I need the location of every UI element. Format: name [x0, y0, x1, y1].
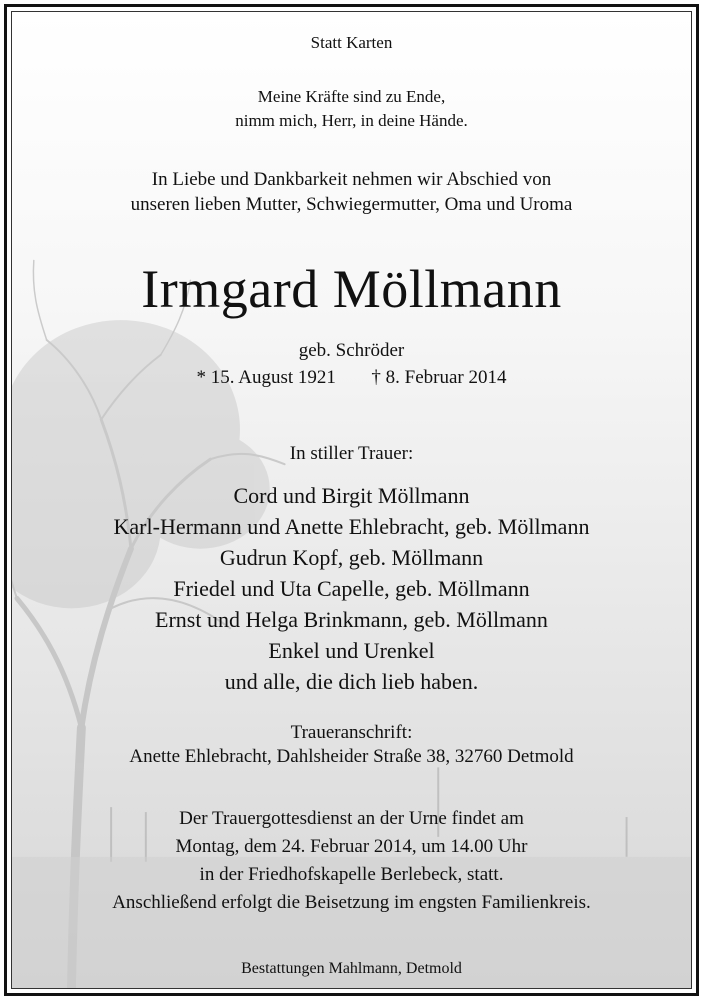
undertaker: Bestattungen Mahlmann, Detmold: [241, 960, 462, 977]
service-line-4: Anschließend erfolgt die Beisetzung im engsten Familienkreis.: [112, 892, 591, 913]
birth-date: * 15. August 1921: [196, 367, 336, 388]
address-heading: Traueranschrift:: [290, 722, 413, 743]
intro-line-2: unseren lieben Mutter, Schwiegermutter, Oma und Uroma: [130, 194, 573, 215]
mourners-heading: In stiller Trauer:: [289, 443, 414, 464]
mourner-name: Gudrun Kopf, geb. Möllmann: [219, 545, 484, 570]
notice-inner-border: [11, 11, 692, 989]
statt-karten: Statt Karten: [310, 33, 393, 52]
service-line-3: in der Friedhofskapelle Berlebeck, statt.: [199, 864, 504, 885]
intro-line-1: In Liebe und Dankbarkeit nehmen wir Abschied von: [151, 169, 552, 190]
mourner-name: Enkel und Urenkel: [268, 638, 435, 663]
maiden-name: geb. Schröder: [298, 340, 405, 361]
address-line: Anette Ehlebracht, Dahlsheider Straße 38, 32760 Detmold: [129, 746, 574, 767]
mourner-name: und alle, die dich lieb haben.: [224, 669, 479, 694]
death-date: † 8. Februar 2014: [371, 367, 507, 388]
verse-line-1: Meine Kräfte sind zu Ende,: [257, 87, 446, 106]
mourner-name: Friedel und Uta Capelle, geb. Möllmann: [173, 576, 530, 601]
notice-frame: [4, 4, 699, 996]
deceased-name: Irmgard Möllmann: [141, 259, 562, 319]
life-dates: [12, 367, 691, 389]
service-line-2: Montag, dem 24. Februar 2014, um 14.00 Uhr: [175, 836, 528, 857]
service-line-1: Der Trauergottesdienst an der Urne findet am: [179, 808, 524, 829]
mourner-name: Ernst und Helga Brinkmann, geb. Möllmann: [155, 607, 548, 632]
verse-line-2: nimm mich, Herr, in deine Hände.: [235, 111, 468, 130]
mourner-name: Karl-Hermann und Anette Ehlebracht, geb. Möllmann: [113, 514, 590, 539]
mourner-name: Cord und Birgit Möllmann: [233, 483, 470, 508]
